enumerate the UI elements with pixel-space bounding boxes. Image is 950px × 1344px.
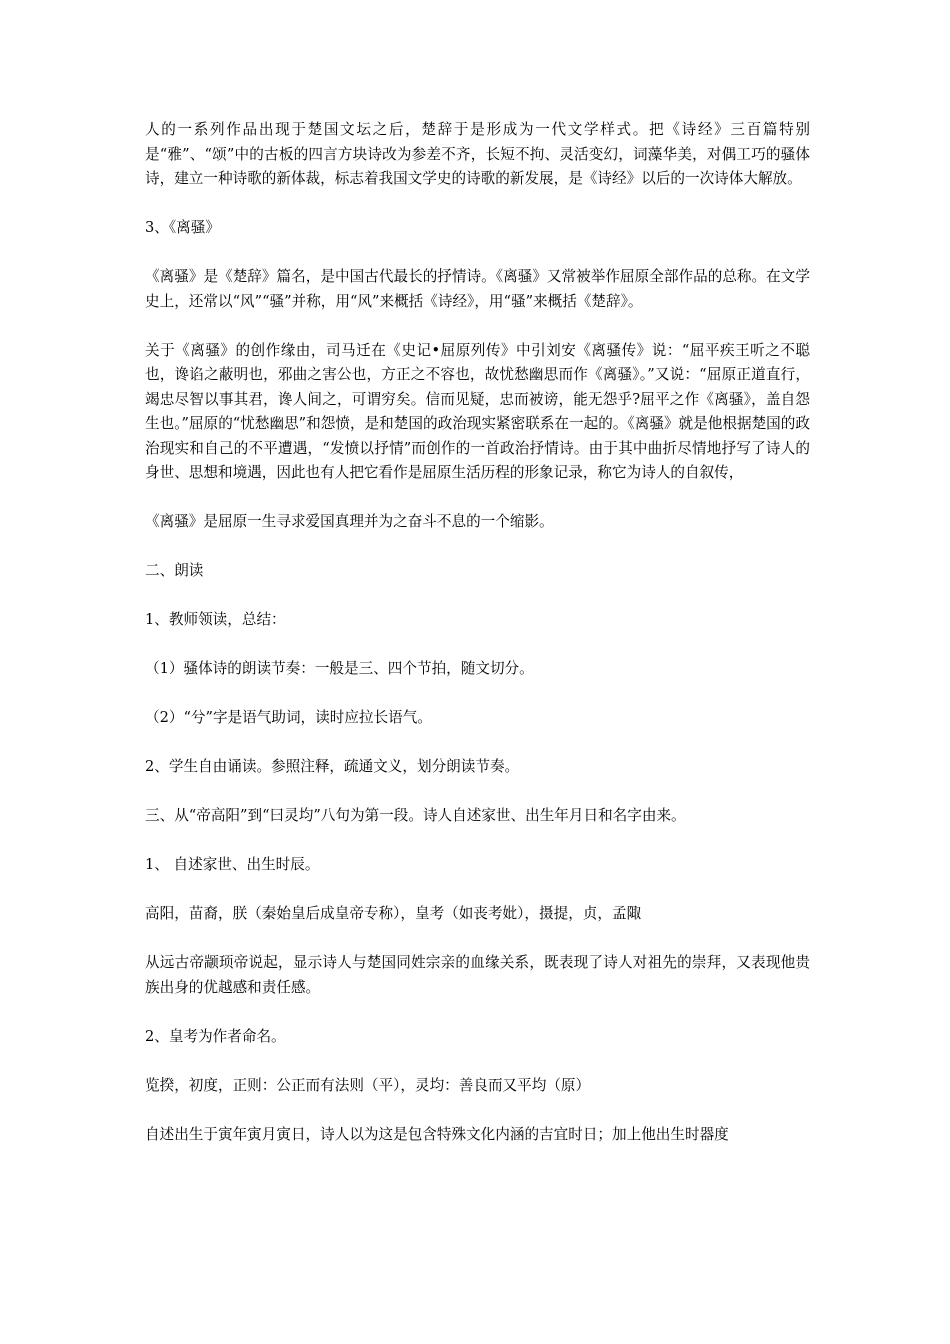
paragraph-lisao-summary: 《离骚》是屈原一生寻求爱国真理并为之奋斗不息的一个缩影。: [145, 513, 554, 530]
list-item-naming: 2、皇考为作者命名。: [145, 1027, 286, 1045]
paragraph-lisao-origin: 关于《离骚》的创作缘由，司马迁在《史记•屈原列传》中引刘安《离骚传》说：“屈平疾王听之不聪也，谗谄之蔽明也，邪曲之害公也，方正之不容也，故忧愁幽思而作《离骚》。”又说：“屈原正道直行，竭忠尽智以事其君，谗人间之，可谓穷矣。信而见疑，忠而被谤，能无怨乎?屈平之作《离骚》，盖自怨生也。”屈原的“忧愁幽思”和怨愤，是和楚国的政治现实紧密联系在一起的。《离骚》就是他根据楚国的政治现实和自己的不平遭遇，“发愤以抒情”而创作的一首政治抒情诗。由于其中曲折尽情地抒写了诗人的身世、思想和境遇，因此也有人把它看作是屈原生活历程的形象记录，称它为诗人的自叙传，: [145, 341, 810, 481]
list-item-xi: （2）“兮”字是语气助词，读时应拉长语气。: [145, 709, 432, 726]
list-item-teacher-reading: 1、教师领读，总结：: [145, 611, 286, 628]
heading-reading: 二、朗读: [145, 562, 204, 579]
list-item-rhythm: （1）骚体诗的朗读节奏：一般是三、四个节拍，随文切分。: [145, 660, 534, 677]
paragraph-vocab-two: 览揆，初度，正则：公正而有法则（平），灵均：善良而又平均（原）: [145, 1076, 591, 1094]
paragraph-intro: 人的一系列作品出现于楚国文坛之后，楚辞于是形成为一代文学样式。把《诗经》三百篇特别是“雅”、“颂”中的古板的四言方块诗改为参差不齐，长短不拘、灵活变幻，词藻华美，对偶工巧的骚体诗，建立一种诗歌的新体裁，标志着我国文学史的诗歌的新发展，是《诗经》以后的一次诗体大解放。: [145, 121, 810, 187]
paragraph-lisao-definition: 《离骚》是《楚辞》篇名，是中国古代最长的抒情诗。《离骚》又常被举作屈原全部作品的总称。在文学史上，还常以“风”“骚”并称，用“风”来概括《诗经》，用“骚”来概括《楚辞》。: [145, 268, 810, 310]
paragraph-vocab-one: 高阳，苗裔，朕（秦始皇后成皇帝专称），皇考（如丧考妣），摄提，贞，孟陬: [145, 905, 642, 922]
paragraph-birth: 自述出生于寅年寅月寅日，诗人以为这是包含特殊文化内涵的吉宜时日；加上他出生时器度: [145, 1125, 729, 1143]
document-body: [145, 118, 810, 1147]
heading-section-three: 三、从“帝高阳”到“曰灵均”八句为第一段。诗人自述家世、出生年月日和名字由来。: [145, 807, 686, 824]
list-item-family: 1、 自述家世、出生时辰。: [145, 856, 320, 873]
list-item-student-reading: 2、学生自由诵读。参照注释，疏通文义，划分朗读节奏。: [145, 758, 520, 775]
paragraph-ancestry: 从远古帝颛顼帝说起，显示诗人与楚国同姓宗亲的血缘关系，既表现了诗人对祖先的崇拜，又表现他贵族出身的优越感和责任感。: [145, 954, 810, 996]
heading-lisao: 3、《离骚》: [145, 219, 220, 236]
